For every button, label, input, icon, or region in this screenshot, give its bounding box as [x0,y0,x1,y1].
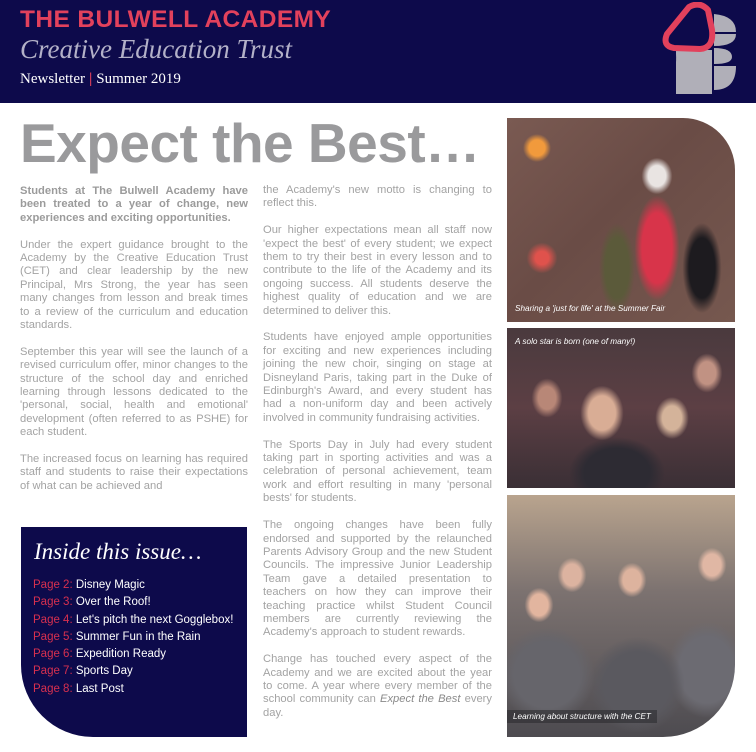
photo-structure-workshop [507,495,735,737]
contents-item[interactable]: Page 6: Expedition Ready [33,648,167,661]
school-name: THE BULWELL ACADEMY [20,6,332,33]
photo-summer-fair [507,118,735,322]
contents-list [33,577,233,698]
paragraph: Our higher expectations mean all staff now 'expect the best' of every student; we expect them to try their best in every lesson and to contribute to the life of the Academy and its ongoing success. All students deserve the highest quality of education and we are determined to deliver this. [263,224,492,317]
paragraph: Students have enjoyed ample opportunities for exciting and new experiences including joining the new choir, singing on stage at Disneyland Paris, taking part in the Duke of Edinburgh's Award, and every student has had a non-uniform day and been actively involved in community fundraising activities. [263,331,492,424]
contents-item[interactable]: Page 4: Let's pitch the next Gogglebox! [33,613,234,626]
paragraph: The increased focus on learning has required staff and students to raise their expectations of what can be achieved and [20,453,248,492]
closing-paragraph: Change has touched every aspect of the Academy and we are excited about the year to come. A year where every member of the school community can Expect the Best every day. [263,653,492,719]
photo-caption: Sharing a 'just for life' at the Summer Fair [515,304,666,313]
issue-line [20,71,181,88]
issue-label: Summer 2019 [96,71,181,87]
photo-solo-singer [507,328,735,488]
inside-issue-title: Inside this issue… [34,539,202,564]
paragraph: The Sports Day in July had every student taking part in sporting activities and was a celebration of personal achievement, team work and effort resulting in many 'personal bests' for students. [263,438,492,505]
contents-item[interactable]: Page 3: Over the Roof! [33,596,151,609]
photo-caption: Learning about structure with the CET [507,710,657,723]
contents-item[interactable]: Page 2: Disney Magic [33,579,145,591]
paragraph: Under the expert guidance brought to the Academy by the Creative Education Trust (CET) and clear leadership by the new Principal, Mrs Strong, the year has seen many changes from lesson and break times to a review of the curriculum and education standards. [20,238,248,332]
separator: | [88,71,93,87]
publication-label: Newsletter [20,71,85,87]
lead-paragraph: Students at The Bulwell Academy have been treated to a year of change, new experiences and exciting opportunities. [20,185,248,224]
contents-item[interactable]: Page 7: Sports Day [33,665,133,678]
article-column-left [20,185,248,507]
motto-emphasis: Expect the Best [379,693,461,706]
paragraph: The ongoing changes have been fully endorsed and supported by the relaunched Parents Advisory Group and the new Student Councils. The impressive Junior Leadership Team gave a detailed presentation to teachers on how they can improve their teaching practice whilst Student Council members are currently reviewing the Academy's approach to student rewards. [263,519,492,639]
trust-name: Creative Education Trust [20,34,292,64]
contents-item[interactable]: Page 8: Last Post [33,682,124,695]
paragraph: September this year will see the launch of a revised curriculum offer, minor changes to the structure of the school day and enriched learning through lessons dedicated to the 'personal, social, health and emotional' development (often referred to as PSHE) for each student. [20,345,248,439]
cet-logo-icon [660,2,740,94]
newsletter-header [0,0,756,103]
photo-caption: A solo star is born (one of many!) [515,337,636,346]
inside-this-issue-box [21,527,247,737]
headline: Expect the Best… [20,112,480,174]
paragraph: the Academy's new motto is changing to reflect this. [263,184,492,210]
article-column-middle [263,184,492,734]
contents-item[interactable]: Page 5: Summer Fun in the Rain [33,630,201,643]
